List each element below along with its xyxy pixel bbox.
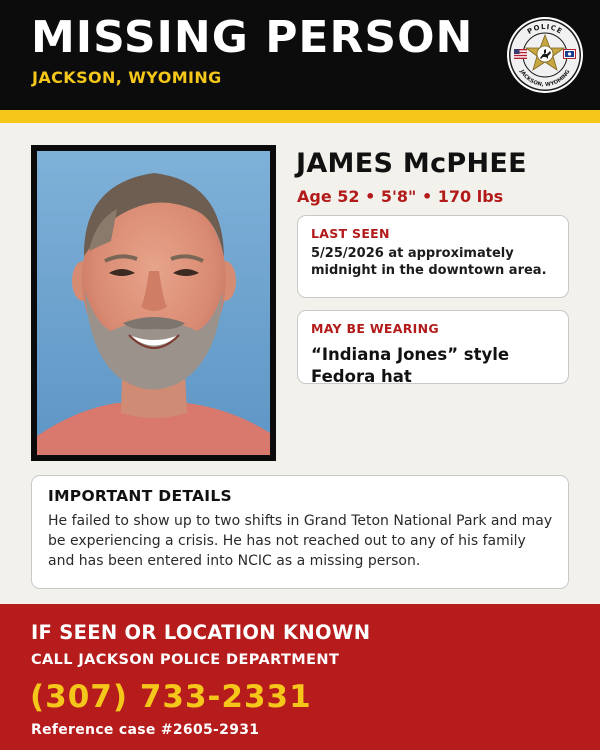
person-name: JAMES McPHEE bbox=[296, 148, 527, 179]
may-be-wearing-card bbox=[297, 310, 569, 384]
may-be-wearing-label: MAY BE WEARING bbox=[311, 321, 439, 336]
last-seen-text: 5/25/2026 at approximately midnight in the downtown area. bbox=[311, 246, 547, 278]
person-photo bbox=[31, 145, 276, 461]
last-seen-label: LAST SEEN bbox=[311, 226, 390, 241]
phone-number: (307) 733-2331 bbox=[30, 679, 312, 715]
location-subtitle: JACKSON, WYOMING bbox=[32, 68, 222, 87]
badge-top-text: POLICE bbox=[525, 22, 565, 36]
person-stats: Age 52 • 5'8" • 170 lbs bbox=[297, 187, 504, 206]
if-seen-heading: IF SEEN OR LOCATION KNOWN bbox=[31, 621, 371, 644]
police-badge-icon bbox=[506, 16, 584, 94]
important-details-text: He failed to show up to two shifts in Grand Teton National Park and may be experiencing a crisis. He has not reached out to any of his family and has been entered into NCIC as a missing person. bbox=[48, 513, 553, 569]
important-details-title: IMPORTANT DETAILS bbox=[48, 487, 233, 505]
important-details-card bbox=[31, 475, 569, 589]
badge-bottom-text: JACKSON, WYOMING bbox=[518, 68, 572, 89]
reference-case-number: Reference case #2605-2931 bbox=[31, 722, 260, 738]
page-title: MISSING PERSON bbox=[31, 12, 474, 63]
call-department-text: CALL JACKSON POLICE DEPARTMENT bbox=[31, 652, 340, 668]
last-seen-card bbox=[297, 215, 569, 298]
may-be-wearing-text: “Indiana Jones” style Fedora hat bbox=[311, 345, 510, 386]
yellow-divider-stripe bbox=[0, 110, 600, 123]
